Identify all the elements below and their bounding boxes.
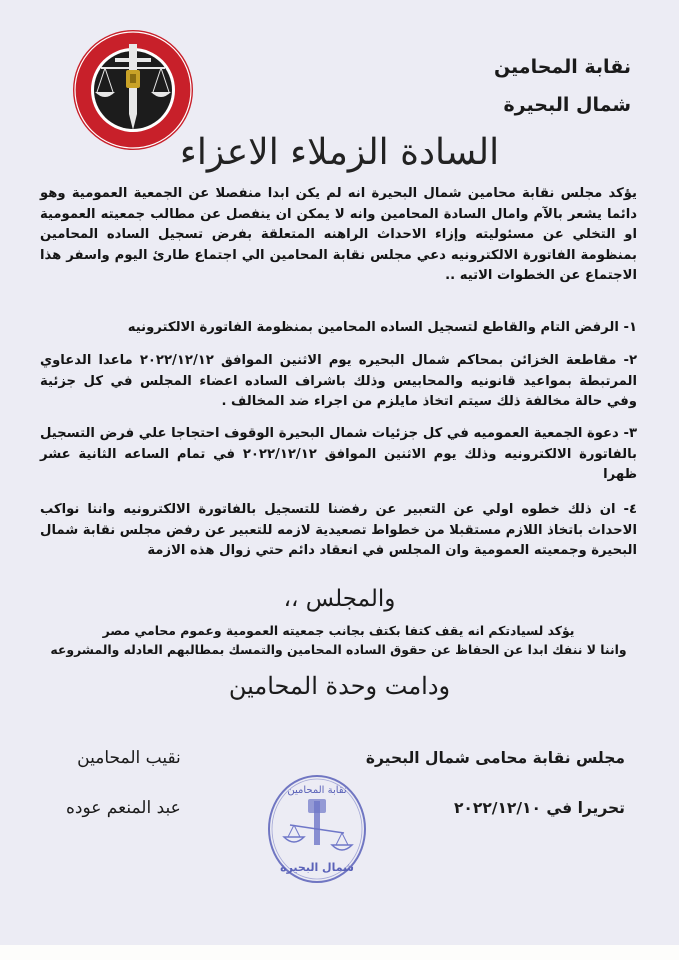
stamp-text-top: نقابة المحامين [287, 785, 347, 796]
decision-item: ١- الرفض التام والقاطع لتسجيل الساده المحامين بمنظومة الفاتورة الالكترونيه [127, 320, 637, 335]
org-name: نقابة المحامين [493, 56, 631, 78]
official-stamp-icon [266, 773, 368, 885]
president-signature [66, 733, 181, 833]
org-branch: شمال البحيرة [503, 94, 631, 116]
intro-paragraph: يؤكد مجلس نقابة محامين شمال البحيرة انه لم يكن ابدا منفصلا عن الجمعية العمومية وهو دائما يشعر بالآم وامال السادة المحامين وانه لا يمكن ان ينفصل عن مطالب جمعيته العمومية او التخلي عن مسئوليته وإزاء الاحداث الراهنه المتعلقة بفرض تسجيل الساده المحامين بمنظومة الفاتورة الالكترونيه دعي مجلس نقابة المحامين الي اجتماع طارئ اليوم واسفر هذا الاجتماع عن الخطوات الاتيه .. [40, 186, 637, 283]
closing-paragraph [40, 621, 637, 659]
organization-header [494, 48, 631, 124]
decision-item: ٤- ان ذلك خطوه اولي عن التعبير عن رفضنا للتسجيل بالفاتورة الالكترونيه واننا نواكب الاحداث باتخاذ اللازم مستقبلا من خطواط تصعيدية لازمه للتعبير عن رفض مجلس نقابة شمال البحيرة وجمعيته العمومية وان المجلس في انعقاد دائم حتي زوال هذه الازمة [40, 502, 637, 558]
council-signature-name: مجلس نقابة محامى شمال البحيرة [365, 749, 625, 767]
president-title: نقيب المحامين [77, 748, 181, 768]
issue-date: تحريرا في ٢٠٢٢/١٢/١٠ [453, 799, 625, 817]
unity-slogan: ودامت وحدة المحامين [228, 672, 451, 700]
closing-line: واننا لا ننفك ابدا عن الحفاظ عن حقوق الساده المحامين والتمسك بمطالبهم العادله والمشروعه [50, 642, 627, 657]
stamp-text-bottom: شمال البحيرة [280, 861, 354, 874]
page-margin [0, 945, 679, 960]
council-heading: والمجلس ،، [283, 586, 396, 612]
greeting-title: السادة الزملاء الاعزاء [179, 132, 500, 173]
closing-line: يؤكد لسيادتكم انه يقف كتفا بكتف بجانب جمعيته العمومية وعموم محامي مصر [102, 623, 575, 638]
president-name: عبد المنعم عوده [66, 798, 181, 818]
decision-item: ٢- مقاطعة الخزائن بمحاكم شمال البحيره يوم الاثنين الموافق ٢٠٢٢/١٢/١٢ ماعدا الدعاوي المرتبطة بمواعيد قانونيه والمحابيس وذلك باشراف الساده اعضاء المجلس في كل جزئية وفي حالة مخالفة ذلك سيتم اتخاذ مايلزم من اجراء ضد المخالف . [40, 353, 637, 409]
council-signature [366, 733, 625, 833]
decision-item: ٣- دعوة الجمعية العموميه في كل جزئيات شمال البحيرة الوقوف احتجاجا علي فرض التسجيل بالفاتورة الالكترونيه وذلك يوم الاثنين الموافق ٢٠٢٢/١٢/١٢ في تمام الساعه الثانية عشر ظهرا [40, 426, 637, 482]
